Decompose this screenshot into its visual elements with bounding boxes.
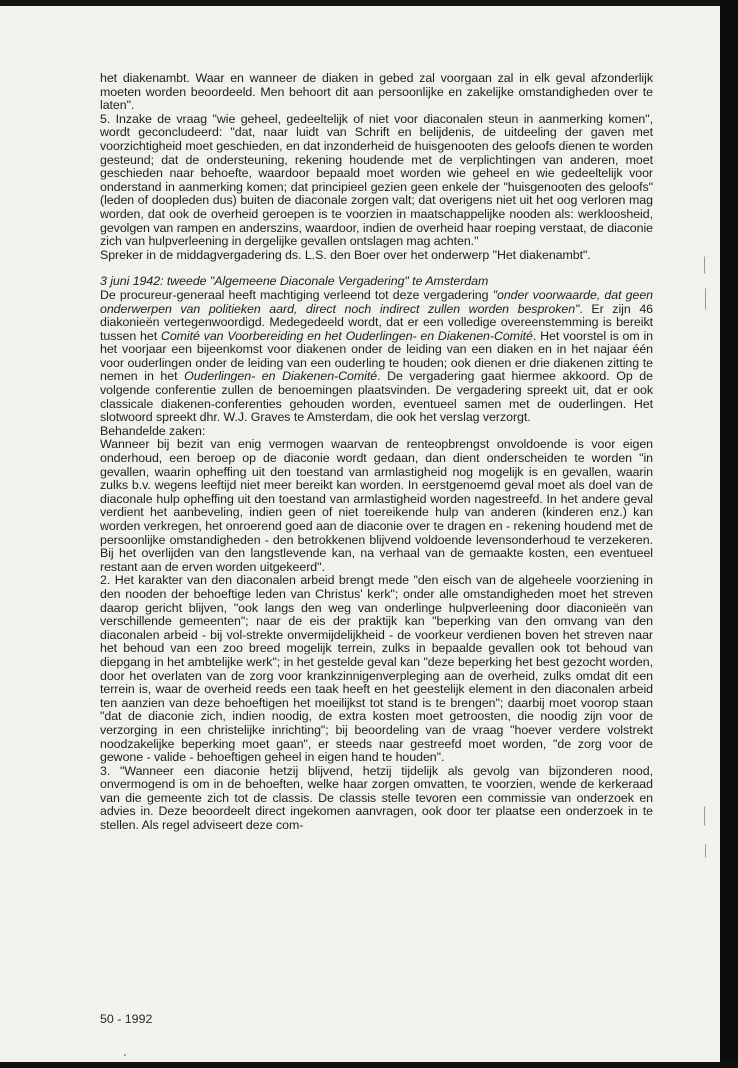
paragraph: het diakenambt. Waar en wanneer de diaken in gebed zal voorgaan zal in elk geval afzonderlijk moeten worden beoordeeld. Men behoort dit aan persoonlijke en zakelijke omstandigheden over te laten". <box>100 71 653 113</box>
section-heading: 3 juni 1942: tweede "Algemeene Diaconale Vergadering" te Amsterdam <box>100 274 489 289</box>
text-run: . Het voorstel is om in het voorjaar een bijeenkomst voor diakenen onder de leiding van een diaken en in het najaar één voor ouderlingen onder de leiding van een ouderling te houden; ook dienen er drie diakenen zitting te nemen in het <box>100 328 653 384</box>
scan-right-edge <box>720 0 738 1068</box>
page-footer: 50 - 1992 <box>100 1012 153 1026</box>
paragraph: 5. Inzake de vraag "wie geheel, gedeeltelijk of niet voor diaconalen steun in aanmerking komen", wordt geconcludeerd: "dat, naar luidt van Schrift en belijdenis, de uitdeeling der gaven met voorzichtigheid moet geschieden, en dat inzonderheid de huisgenooten des geloofs dienen te worden gesteund; dat de ondersteuning, rekening houdende met de verplichtingen van anderen, moet geschieden naar behoefte, waardoor bepaald moet worden wie geheel en wie gedeeltelijk voor onderstand in aanmerking komen; dat principieel gezien geen enkele der "huisgenooten des geloofs" (leden of doopleden dus) buiten de diaconale zorgen valt; dat overigens niet uit het oog verloren mag worden, dat ook de overheid geroepen is te voorzien in maatschappelijke nooden als: werkloosheid, gevolgen van rampen en anderszins, waardoor, indien de overheid haar roeping verstaat, de diaconie zich van hulpverleening in dergelijke gevallen ontslagen mag achten." <box>100 111 653 249</box>
scan-bottom-edge <box>0 1062 738 1068</box>
italic-quote: "onder voorwaarde, dat geen onderwerpen van politieken aard, direct noch indirect zullen worden besproken" <box>100 287 653 316</box>
paragraph <box>100 289 653 425</box>
scan-speck <box>124 1054 126 1056</box>
margin-mark <box>705 844 709 858</box>
paragraph: 2. Het karakter van den diaconalen arbeid brengt mede "den eisch van de algeheele voorziening in den nooden der behoeftige leden van Christus' kerk"; onder alle omstandigheden moet het streven daarop gericht blijven, "ook langs den weg van onderlinge hulpverleening door diaconieën van verschillende gemeenten"; naar de eis der praktijk kan "beperking van den omvang van den diaconalen arbeid - bij vol-strekte onvermijdelijkheid - de voorkeur verdienen boven het streven naar het behoud van een zoo breed mogelijk terrein, zulks in bepaalde gevallen ook tot behoud van diepgang in het ambtelijke werk"; in het gestelde geval kan "deze beperking het best gezocht worden, door het overlaten van de zorg voor krankzinnigenverpleging aan de overheid, zulks omdat dit een terrein is, waar de overheid reeds een taak heeft en het geestelijk element in den diaconalen arbeid ten aanzien van deze behoeftigen het moeilijkst tot stand is te brengen"; daarbij moet voorop staan "dat de diaconie zich, indien noodig, de extra kosten moet getroosten, die noodig zijn voor de verzorging in een christelijke inrichting"; bij beoordeling van de vraag "hoever verdere volstrekt noodzakelijke beperking moet gaan", er steeds naar gestreefd moet worden, "de zorg voor de gewone - valide - behoeftigen geheel in eigen hand te houden". <box>100 573 653 765</box>
italic-committee-name: Ouderlingen- en Diakenen-Comité <box>184 369 378 384</box>
body-text <box>100 72 653 833</box>
margin-mark <box>704 806 708 826</box>
paragraph: Wanneer bij bezit van enig vermogen waarvan de renteopbrengst onvoldoende is voor eigen onderhoud, een beroep op de diaconie wordt gedaan, dan dient onderscheiden te worden "in gevallen, waarin opheffing uit den toestand van armlastigheid nog mogelijk is en gevallen, waarin zulks b.v. wegens leeftijd niet meer bereikt kan worden. In eerstgenoemd geval moet als doel van de diaconale hulp opheffing uit den toestand van armlastigheid worden nagestreefd. In het andere geval verdient het aanbeveling, indien geen of niet toereikende hulp van anderen (kinderen enz.) kan worden verkregen, het onroerend goed aan de diaconie over te dragen en - rekening houdend met de persoonlijke omstandigheden - den betrokkenen blijvend voldoende levensonderhoud te verzekeren. Bij het overlijden van den langstlevende kan, na verhaal van de gemaakte kosten, een eventueel restant aan de erven worden uitgekeerd". <box>100 437 653 574</box>
margin-mark <box>704 256 708 274</box>
margin-mark <box>705 288 709 310</box>
text-run: . Er zijn 46 diakonieën vertegenwoordigd. Medegedeeld wordt, dat er een volledige overeenstemming is bereikt tussen het <box>100 301 653 343</box>
italic-committee-name: Comité van Voorbereiding en het Ouderlingen- en Diakenen-Comité <box>160 328 533 343</box>
text-run: . De vergadering gaat hiermee akkoord. Op de volgende conferentie zullen de benoemingen plaatsvinden. De vergadering spreekt uit, dat er ook classicale diakenen-conferenties gehouden worden, eventueel samen met de ouderlingen. Het slotwoord spreekt dhr. W.J. Graves te Amsterdam, die ook het verslag verzorgt. <box>100 369 653 425</box>
text-run: De procureur-generaal heeft machtiging verleend tot deze vergadering <box>100 287 493 302</box>
paragraph: Spreker in de middagvergadering ds. L.S. den Boer over het onderwerp "Het diakenambt". <box>100 247 591 262</box>
paragraph: 3. "Wanneer een diaconie hetzij blijvend, hetzij tijdelijk als gevolg van bijzonderen nood, onvermogend is om in de behoeften, welke haar zorgen omvatten, te voorzien, wende de kerkeraad van die gemeente zich tot de classis. De classis stelle tevoren een commissie van onderzoek en advies in. Deze beoordeelt direct ingekomen aanvragen, ook door ter plaatse een onderzoek in te stellen. Als regel adviseert deze com- <box>100 763 653 833</box>
paragraph: Behandelde zaken: <box>100 423 206 438</box>
document-page <box>0 6 720 1062</box>
